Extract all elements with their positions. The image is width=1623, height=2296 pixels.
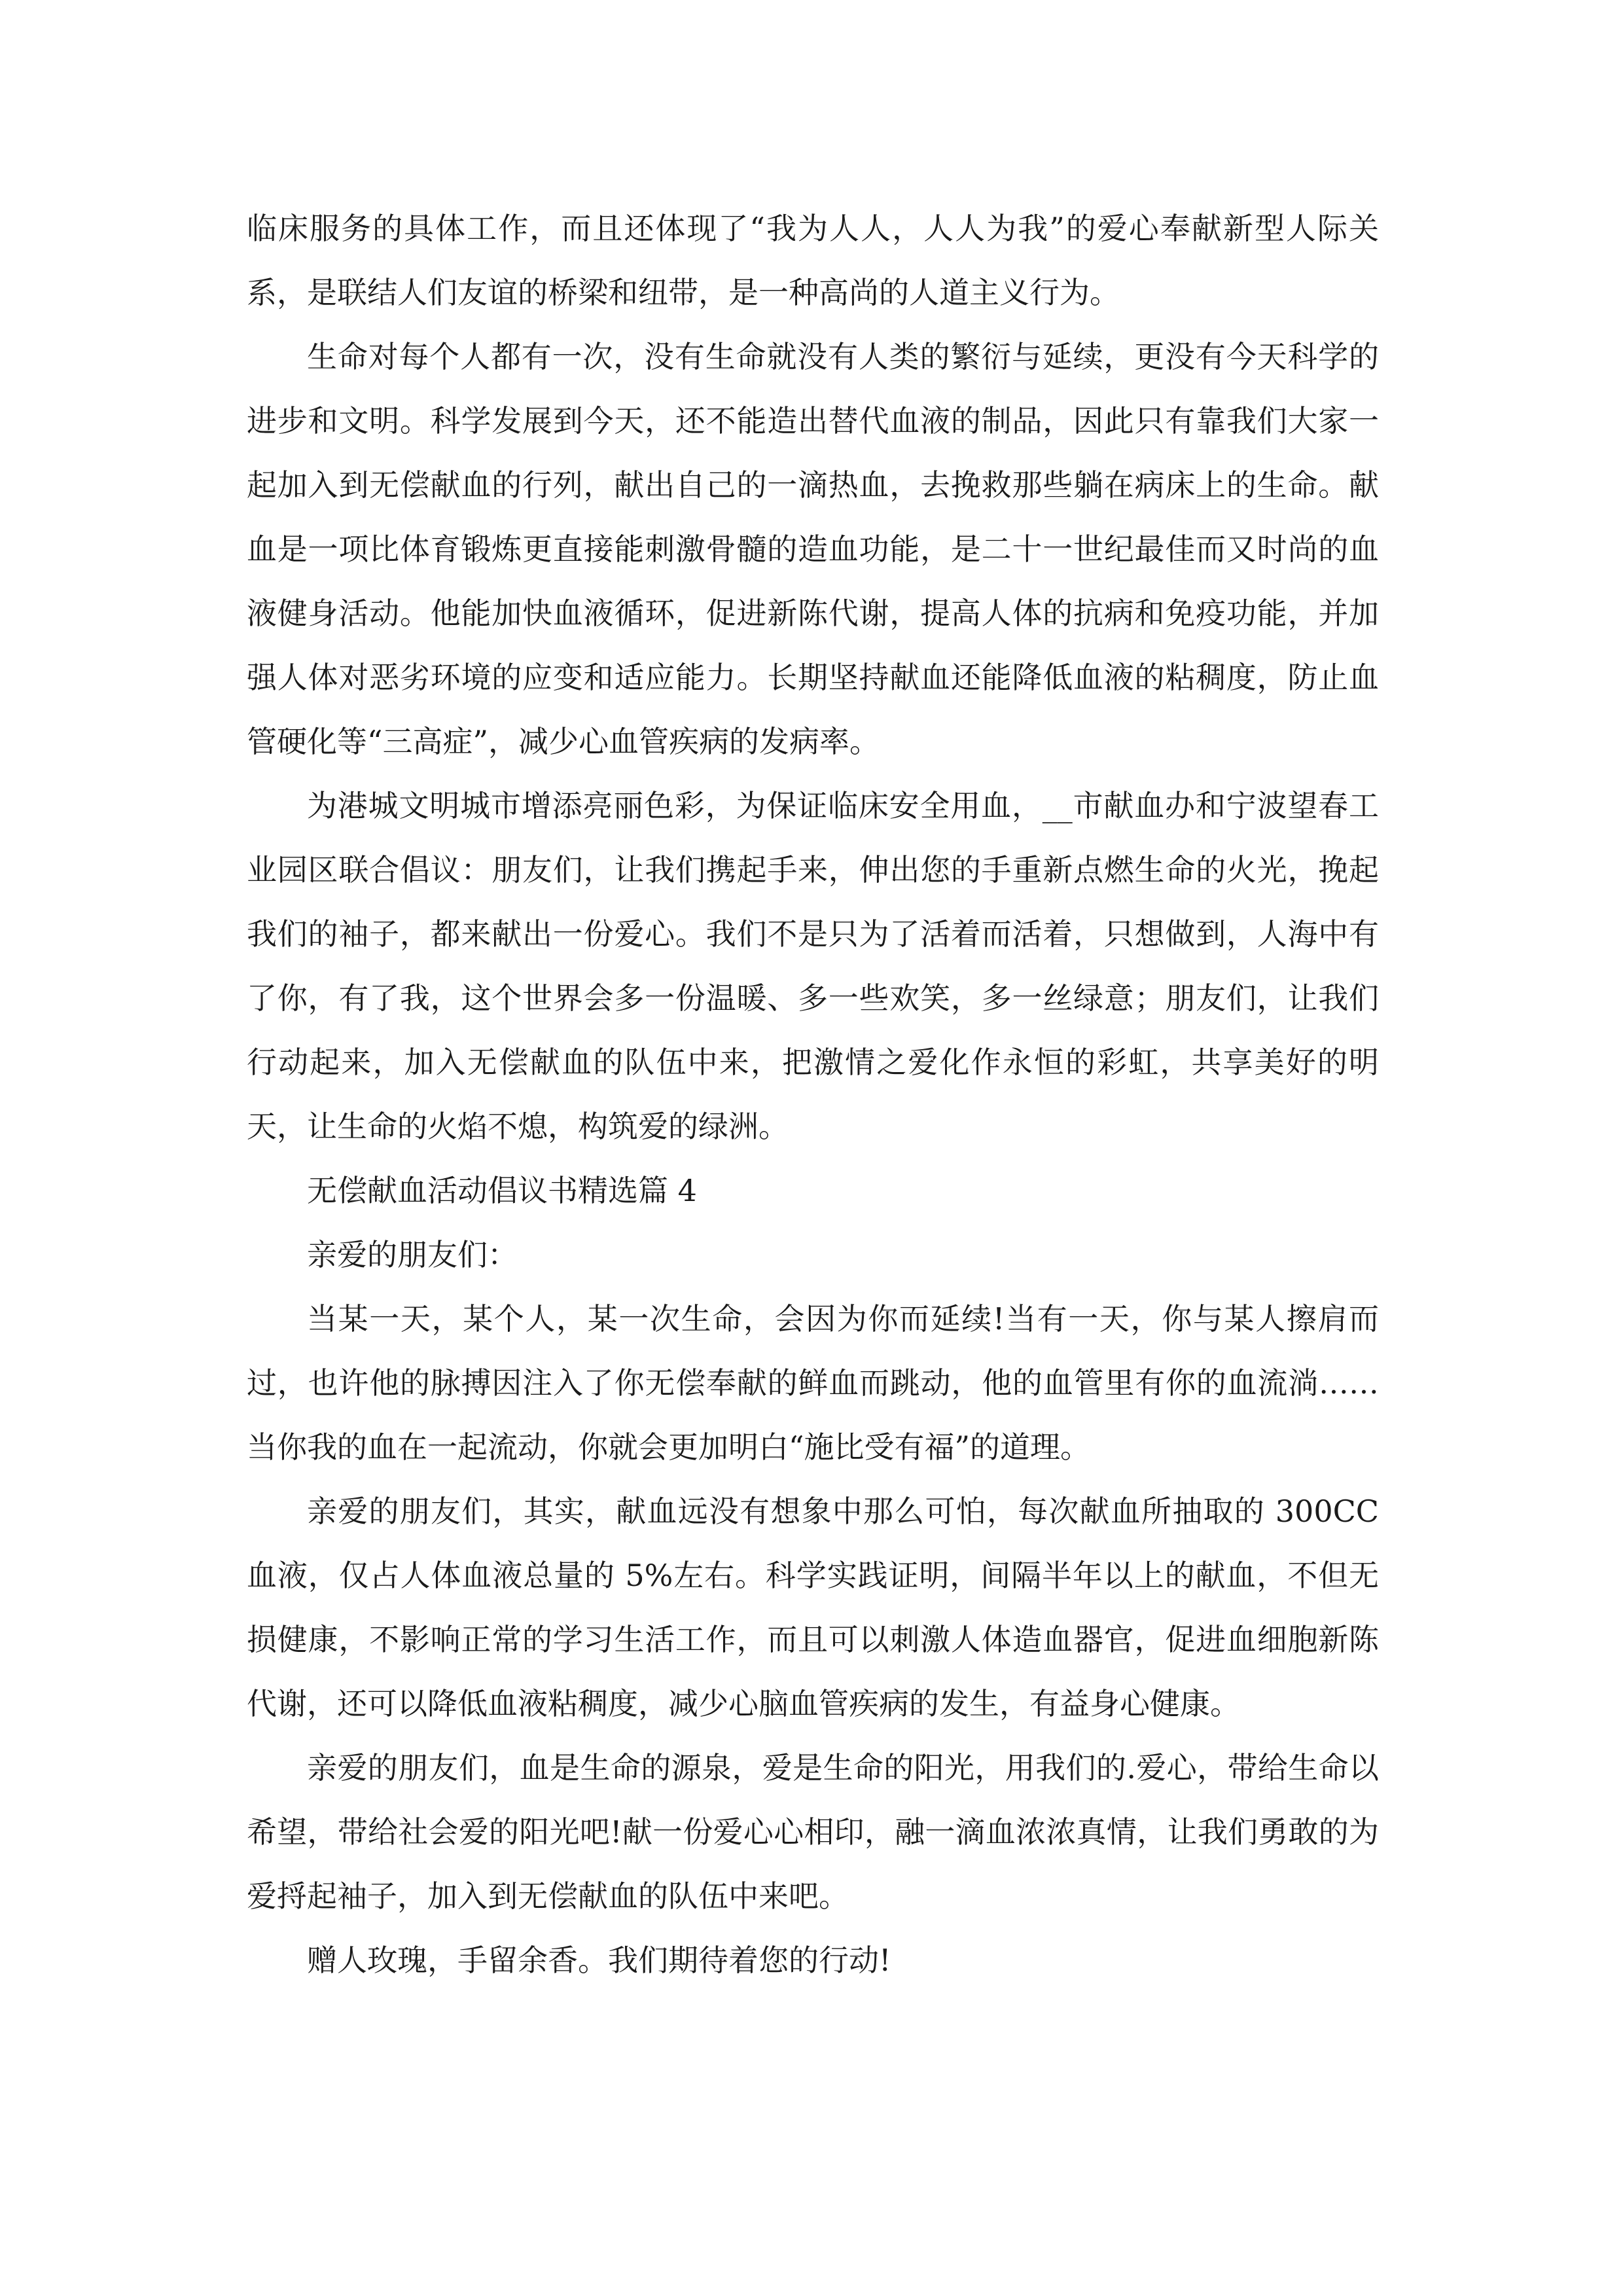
paragraph-some-day: 当某一天，某个人，某一次生命，会因为你而延续!当有一天，你与某人擦肩而过，也许他的脉搏因注入了你无偿奉献的鲜血而跳动，他的血管里有你的血流淌……当你我的血在一起流动，你就会更加明白“施比受有福”的道理。 (247, 1301, 1379, 1465)
paragraph-continuation: 临床服务的具体工作，而且还体现了“我为人人，人人为我”的爱心奉献新型人际关系，是联结人们友谊的桥梁和纽带，是一种高尚的人道主义行为。 (247, 211, 1379, 310)
salutation: 亲爱的朋友们： (307, 1237, 518, 1272)
paragraph-life-and-science: 生命对每个人都有一次，没有生命就没有人类的繁衍与延续，更没有今天科学的进步和文明。科学发展到今天，还不能造出替代血液的制品，因此只有靠我们大家一起加入到无偿献血的行列，献出自己的一滴热血，去挽救那些躺在病床上的生命。献血是一项比体育锻炼更直接能刺激骨髓的造血功能，是二十一世纪最佳而又时尚的血液健身活动。他能加快血液循环，促进新陈代谢，提高人体的抗病和免疫功能，并加强人体对恶劣环境的应变和适应能力。长期坚持献血还能降低血液的粘稠度，防止血管硬化等“三高症”，减少心血管疾病的发病率。 (247, 339, 1379, 759)
paragraph-blood-is-life: 亲爱的朋友们，血是生命的源泉，爱是生命的阳光，用我们的.爱心，带给生命以希望，带给社会爱的阳光吧!献一份爱心心相印，融一滴血浓浓真情，让我们勇敢的为爱捋起袖子，加入到无偿献血的队伍中来吧。 (247, 1750, 1379, 1914)
document-body (247, 196, 1379, 1992)
section-heading: 无偿献血活动倡议书精选篇 4 (307, 1173, 697, 1208)
paragraph-closing: 赠人玫瑰，手留余香。我们期待着您的行动! (307, 1943, 891, 1978)
paragraph-not-scary: 亲爱的朋友们，其实，献血远没有想象中那么可怕，每次献血所抽取的 300CC 血液，仅占人体血液总量的 5%左右。科学实践证明，间隔半年以上的献血，不但无损健康，不影响正常的学习生活工作，而且可以刺激人体造血器官，促进血细胞新陈代谢，还可以降低血液粘稠度，减少心脑血管疾病的发生，有益身心健康。 (247, 1494, 1379, 1721)
paragraph-city-initiative: 为港城文明城市增添亮丽色彩，为保证临床安全用血，__市献血办和宁波望春工业园区联合倡议：朋友们，让我们携起手来，伸出您的手重新点燃生命的火光，挽起我们的袖子，都来献出一份爱心。我们不是只为了活着而活着，只想做到，人海中有了你，有了我，这个世界会多一份温暖、多一些欢笑，多一丝绿意；朋友们，让我们行动起来，加入无偿献血的队伍中来，把激情之爱化作永恒的彩虹，共享美好的明天，让生命的火焰不熄，构筑爱的绿洲。 (247, 788, 1379, 1144)
